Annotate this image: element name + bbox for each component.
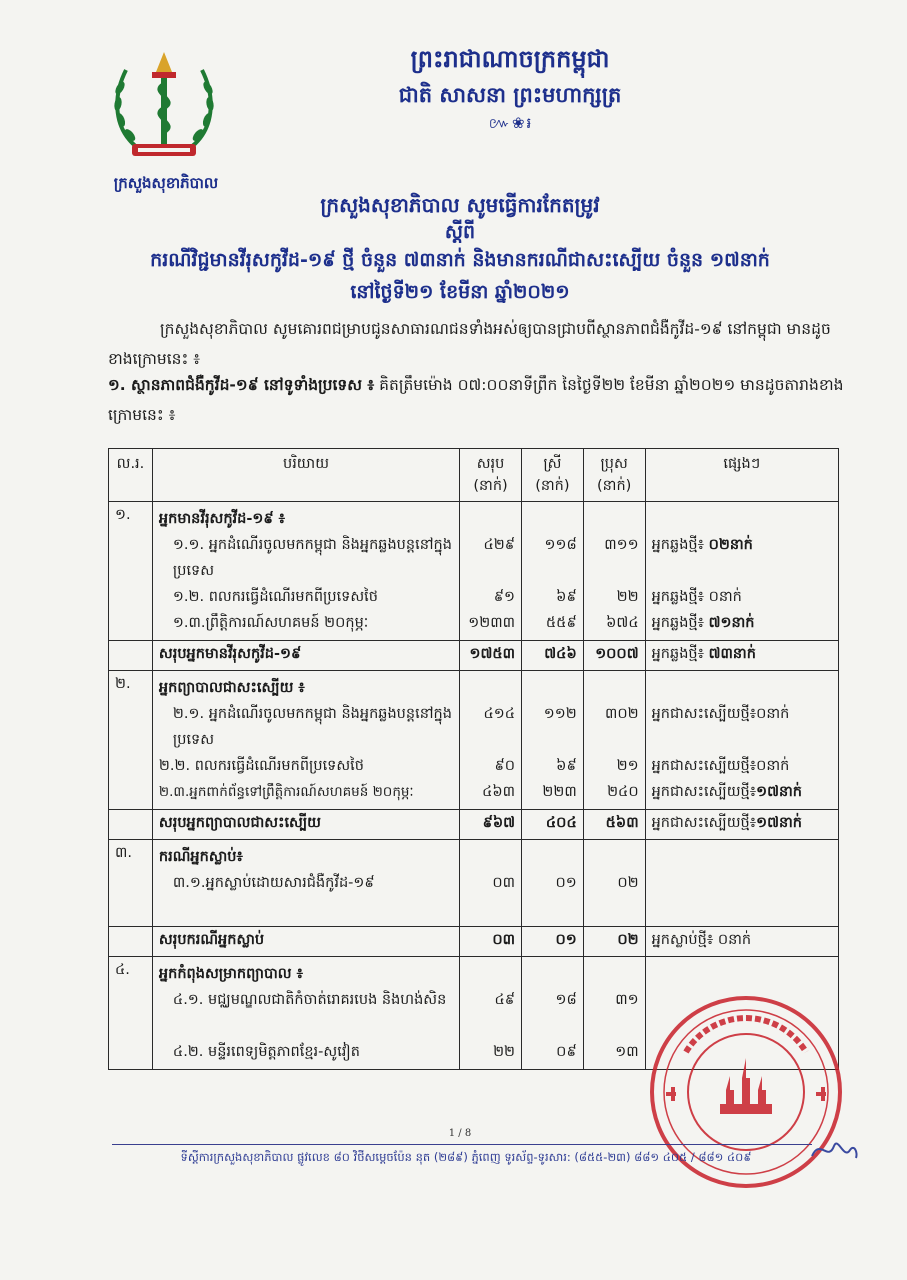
section1-sum-total: ១៧៥៣ (460, 641, 522, 671)
header-total-label: សរុប (476, 456, 505, 472)
section2-female (522, 671, 584, 810)
row-1-2-female: ៦៩ (556, 589, 577, 605)
row-2-3-desc: ២.៣.អ្នកពាក់ព័ន្ធទៅព្រឹត្តិការណ៍សហគមន៍ ២០កុម្ភៈ (158, 784, 414, 800)
table-row (109, 502, 839, 641)
section2-sum-no (109, 810, 153, 840)
row-1-1-other (652, 532, 832, 584)
section3-descriptions (152, 840, 459, 927)
section2-sum-other-value: ១៧នាក់ (756, 815, 802, 831)
row-2-2-total: ៩០ (494, 758, 516, 774)
footer-divider (112, 1144, 812, 1145)
row-4-1-male: ៣១ (615, 992, 639, 1008)
row-2-1-female: ១១២ (543, 706, 577, 722)
section2-number: ២. (109, 671, 153, 810)
row-2-2-other-value: ០នាក់ (756, 758, 790, 774)
row-2-2-desc: ២.២. ពលករធ្វើដំណើរមកពីប្រទេសថៃ (158, 758, 364, 774)
section4-title: អ្នកកំពុងសម្រាកព្យាបាល ៖ (158, 966, 304, 982)
section1-title: អ្នកមានវីរុសកូវីដ-១៩ ៖ (158, 511, 286, 527)
row-1-2-total: ៩១ (493, 589, 516, 605)
section4-female (522, 957, 584, 1070)
header-description: បរិយាយ (152, 449, 459, 502)
section2-other (645, 671, 838, 810)
row-1-1-other-label: អ្នកឆ្លងថ្មី៖ (651, 537, 704, 553)
page-number: 1 / 8 (448, 1128, 472, 1139)
announcement-subject-label: ស្តីពី (444, 221, 476, 243)
row-4-2-total: ២២ (493, 1044, 516, 1060)
row-2-3-male: ២៤០ (607, 784, 639, 800)
row-2-1-male: ៣០២ (604, 706, 639, 722)
row-2-2-other (652, 753, 832, 779)
section1-female (522, 502, 584, 641)
section3-male (583, 840, 645, 927)
covid-status-table (108, 448, 839, 1070)
intro-paragraph: ក្រសួងសុខាភិបាល សូមគោរពជម្រាបជូនសាធារណជនទាំងអស់ឲ្យបានជ្រាបពីស្ថានភាពជំងឺកូវីដ-១៩ នៅកម្ពុជា មានដូចខាងក្រោមនេះ ៖ (108, 320, 831, 368)
header-male-unit: (នាក់) (596, 478, 632, 494)
section2-sum-desc: សរុបអ្នកព្យាបាលជាសះស្បើយ (152, 810, 459, 840)
section4-totals (460, 957, 522, 1070)
section1-sum-other (645, 641, 838, 671)
table-row (109, 927, 839, 957)
header-total (460, 449, 522, 502)
row-2-3-other-label: អ្នកជាសះស្បើយថ្មី៖ (651, 784, 757, 800)
section1-sum-desc: សរុបអ្នកមានវីរុសកូវីដ-១៩ (152, 641, 459, 671)
row-1-3-total: ១២៣៣ (468, 615, 516, 631)
section3-sum-other-label: អ្នកស្លាប់ថ្មី៖ (651, 932, 714, 948)
header-female-unit: (នាក់) (535, 478, 570, 494)
section3-sum-total: ០៣ (460, 927, 522, 957)
section1-sum-male: ១០០៧ (583, 641, 645, 671)
section3-sum-other (645, 927, 838, 957)
section2-sum-female: ៤០៤ (522, 810, 584, 840)
section2-sum-male: ៥៦៣ (583, 810, 645, 840)
row-2-3-other (652, 779, 832, 805)
row-4-1-female: ១៨ (555, 992, 577, 1008)
row-3-1-desc: ៣.១.អ្នកស្លាប់ដោយសារជំងឺកូវីដ-១៩ (172, 875, 375, 891)
row-1-2-other-value: ០នាក់ (708, 589, 742, 605)
kingdom-title: ព្រះរាជាណាចក្រកម្ពុជា (410, 45, 610, 73)
row-4-2-male: ១៣ (615, 1044, 639, 1060)
row-2-1-other (652, 701, 832, 753)
row-1-2-other (652, 584, 832, 610)
row-1-3-other-label: អ្នកឆ្លងថ្មី៖ (651, 615, 704, 631)
header-other: ផ្សេងៗ (645, 449, 838, 502)
section3-title: ករណីអ្នកស្លាប់៖ (158, 849, 243, 865)
row-1-1-total: ៤២៩ (483, 537, 516, 553)
header-female (522, 449, 584, 502)
section3-other (645, 840, 838, 927)
row-4-2-desc: ៤.២. មន្ទីរពេទ្យមិត្តភាពខ្មែរ-សូវៀត (172, 1044, 360, 1060)
section1-sum-no (109, 641, 153, 671)
section1-male (583, 502, 645, 641)
section1-heading: ១. ស្ថានភាពជំងឺកូវីដ-១៩ នៅទូទាំងប្រទេស ៖ (108, 376, 375, 394)
header-female-label: ស្រី (543, 456, 562, 472)
footer-address: ទីស្តីការក្រសួងសុខាភិបាល ផ្លូវលេខ ៨០ វិថីសម្តេចប៉ែន នុត (២៨៩) ភ្នំពេញ ទូរស័ព្ទ-ទូរសារ: (៨៥៥-២៣) ៨៨១ ៤០៥ / ៨៨១ ៤០៩ (180, 1150, 752, 1164)
row-3-1-male: ០២ (617, 875, 639, 891)
row-1-3-female: ៥៥៩ (545, 615, 577, 631)
section3-sum-other-value: ០នាក់ (717, 932, 752, 948)
national-motto: ជាតិ សាសនា ព្រះមហាក្សត្រ (398, 83, 622, 107)
row-1-3-male: ៦៧៤ (606, 615, 639, 631)
row-4-1-total: ៤៩ (494, 992, 516, 1008)
header-male-label: ប្រុស (600, 456, 628, 472)
section4-number: ៤. (109, 957, 153, 1070)
row-2-2-female: ៦៩ (556, 758, 577, 774)
row-3-1-total: ០៣ (492, 875, 516, 891)
row-1-1-female: ១១៨ (544, 537, 577, 553)
table-row (109, 641, 839, 671)
row-2-3-other-value: ១៧នាក់ (756, 784, 802, 800)
section2-sum-other (645, 810, 838, 840)
row-1-3-other (652, 610, 832, 636)
ministry-name-under-logo: ក្រសួងសុខាភិបាល (113, 174, 219, 192)
table-row (109, 840, 839, 927)
row-1-1-other-value: ០២នាក់ (708, 537, 753, 553)
announcement-title: ក្រសួងសុខាភិបាល សូមធ្វើការកែតម្រូវ (320, 193, 600, 217)
section2-sum-total: ៩៦៧ (460, 810, 522, 840)
row-1-2-desc: ១.២. ពលករធ្វើដំណើរមកពីប្រទេសថៃ (172, 589, 378, 605)
section1-paragraph (108, 370, 848, 430)
row-4-1-desc: ៤.១. មជ្ឈមណ្ឌលជាតិកំចាត់រោគរបេង និងហង់សិន (172, 992, 447, 1008)
row-1-1-desc: ១.១. អ្នកដំណើរចូលមកកម្ពុជា និងអ្នកឆ្លងបន្តនៅក្នុងប្រទេស (172, 537, 452, 579)
row-2-1-desc: ២.១. អ្នកដំណើរចូលមកកម្ពុជា និងអ្នកឆ្លងបន្តនៅក្នុងប្រទេស (172, 706, 452, 748)
row-2-1-total: ៤១៤ (483, 706, 516, 722)
section3-sum-male: ០២ (583, 927, 645, 957)
section1-number: ១. (109, 502, 153, 641)
section2-descriptions (152, 671, 459, 810)
row-1-3-desc: ១.៣.ព្រឹត្តិការណ៍សហគមន៍ ២០កុម្ភៈ (172, 615, 369, 631)
header-male (583, 449, 645, 502)
row-2-2-other-label: អ្នកជាសះស្បើយថ្មី៖ (651, 758, 757, 774)
row-2-2-male: ២១ (616, 758, 639, 774)
table-header-row (109, 449, 839, 502)
section1-sum-female: ៧៤៦ (522, 641, 584, 671)
row-1-3-other-value: ៧១នាក់ (708, 615, 755, 631)
section2-male (583, 671, 645, 810)
section3-totals (460, 840, 522, 927)
row-1-1-male: ៣១១ (604, 537, 639, 553)
row-3-1-female: ០១ (555, 875, 577, 891)
section3-number: ៣. (109, 840, 153, 927)
section4-descriptions (152, 957, 459, 1070)
header-no: ល.រ. (109, 449, 153, 502)
row-2-3-total: ៤៦៣ (482, 784, 516, 800)
section3-sum-no (109, 927, 153, 957)
section2-totals (460, 671, 522, 810)
section1-descriptions (152, 502, 459, 641)
section4-male (583, 957, 645, 1070)
row-1-2-other-label: អ្នកឆ្លងថ្មី៖ (651, 589, 704, 605)
header-total-unit: (នាក់) (473, 478, 508, 494)
table-row (109, 810, 839, 840)
section1-text: គិតត្រឹមម៉ោង ០៧:០០នាទីព្រឹក នៃថ្ងៃទី២២ ខែមីនា ឆ្នាំ២០២១ មានដូចតារាងខាងក្រោមនេះ ៖ (108, 376, 844, 424)
section2-sum-other-label: អ្នកជាសះស្បើយថ្មី៖ (651, 815, 757, 831)
row-2-1-other-label: អ្នកជាសះស្បើយថ្មី៖ (651, 706, 757, 722)
section2-title: អ្នកព្យាបាលជាសះស្បើយ ៖ (158, 680, 305, 696)
section3-female (522, 840, 584, 927)
section3-sum-desc: សរុបករណីអ្នកស្លាប់ (152, 927, 459, 957)
row-1-2-male: ២២ (616, 589, 639, 605)
row-2-3-female: ២២៣ (542, 784, 577, 800)
ministry-of-health-logo (108, 48, 220, 166)
announcement-subject: ករណីវិជ្ជមានវីរុសកូវីដ-១៩ ថ្មី ចំនួន ៧៣នាក់ និងមានករណីជាសះស្បើយ ចំនួន ១៧នាក់ (150, 249, 770, 271)
section1-sum-other-label: អ្នកឆ្លងថ្មី៖ (651, 646, 704, 662)
section1-other (645, 502, 838, 641)
table-row (109, 671, 839, 810)
section1-totals (460, 502, 522, 641)
ornament-divider: ៚❀៛ (488, 114, 534, 132)
row-4-2-female: ០៩ (556, 1044, 577, 1060)
announcement-date: នៅថ្ងៃទី២១ ខែមីនា ឆ្នាំ២០២១ (350, 281, 570, 303)
row-2-1-other-value: ០នាក់ (756, 706, 790, 722)
section3-sum-female: ០១ (522, 927, 584, 957)
section1-sum-other-value: ៧៣នាក់ (708, 646, 756, 662)
